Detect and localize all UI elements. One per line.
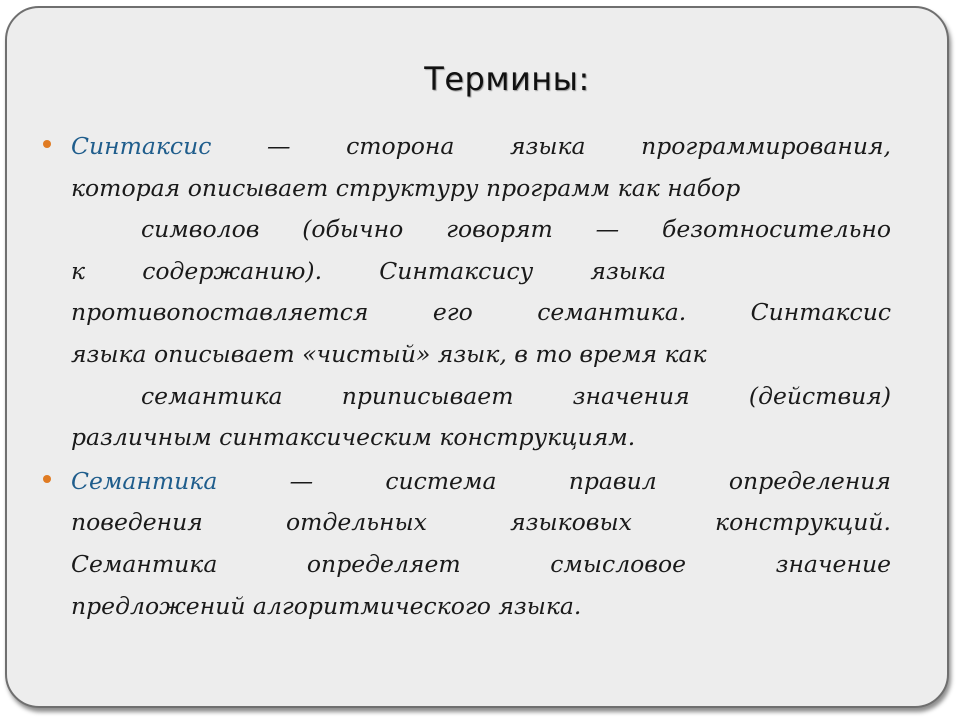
- bullet-line: [71, 461, 891, 503]
- bullet-dot-icon: [43, 475, 51, 483]
- slide-content: [71, 126, 891, 629]
- bullet-text: — система правил определения: [217, 466, 891, 495]
- bullet-line: [71, 126, 891, 168]
- bullet-line: различным синтаксическим конструкциям.: [71, 423, 636, 452]
- term-semantics: Семантика: [71, 466, 218, 495]
- bullet-line: символов (обычно говорят — безотносительно: [141, 215, 891, 244]
- bullet-line: семантика приписывает значения (действия): [141, 381, 891, 410]
- bullet-semantics: [71, 461, 891, 627]
- bullet-line: языка описывает «чистый» язык, в то время как: [71, 339, 707, 368]
- bullet-dot-icon: [43, 140, 51, 148]
- bullet-line: которая описывает структуру программ как набор: [71, 173, 741, 202]
- bullet-line: Семантика определяет смысловое значение: [71, 549, 891, 578]
- bullet-line: предложений алгоритмического языка.: [71, 591, 582, 620]
- bullet-text: — сторона языка программирования,: [211, 132, 891, 160]
- slide-title: Термины:: [424, 60, 590, 98]
- slide-frame: [5, 6, 949, 708]
- bullet-line: противопоставляется его семантика. Синтаксис: [71, 298, 891, 327]
- term-syntax: Синтаксис: [71, 132, 212, 160]
- bullet-line: поведения отдельных языковых конструкций.: [71, 508, 891, 537]
- bullet-syntax: [71, 126, 891, 459]
- bullet-line: к содержанию). Синтаксису языка: [71, 256, 666, 285]
